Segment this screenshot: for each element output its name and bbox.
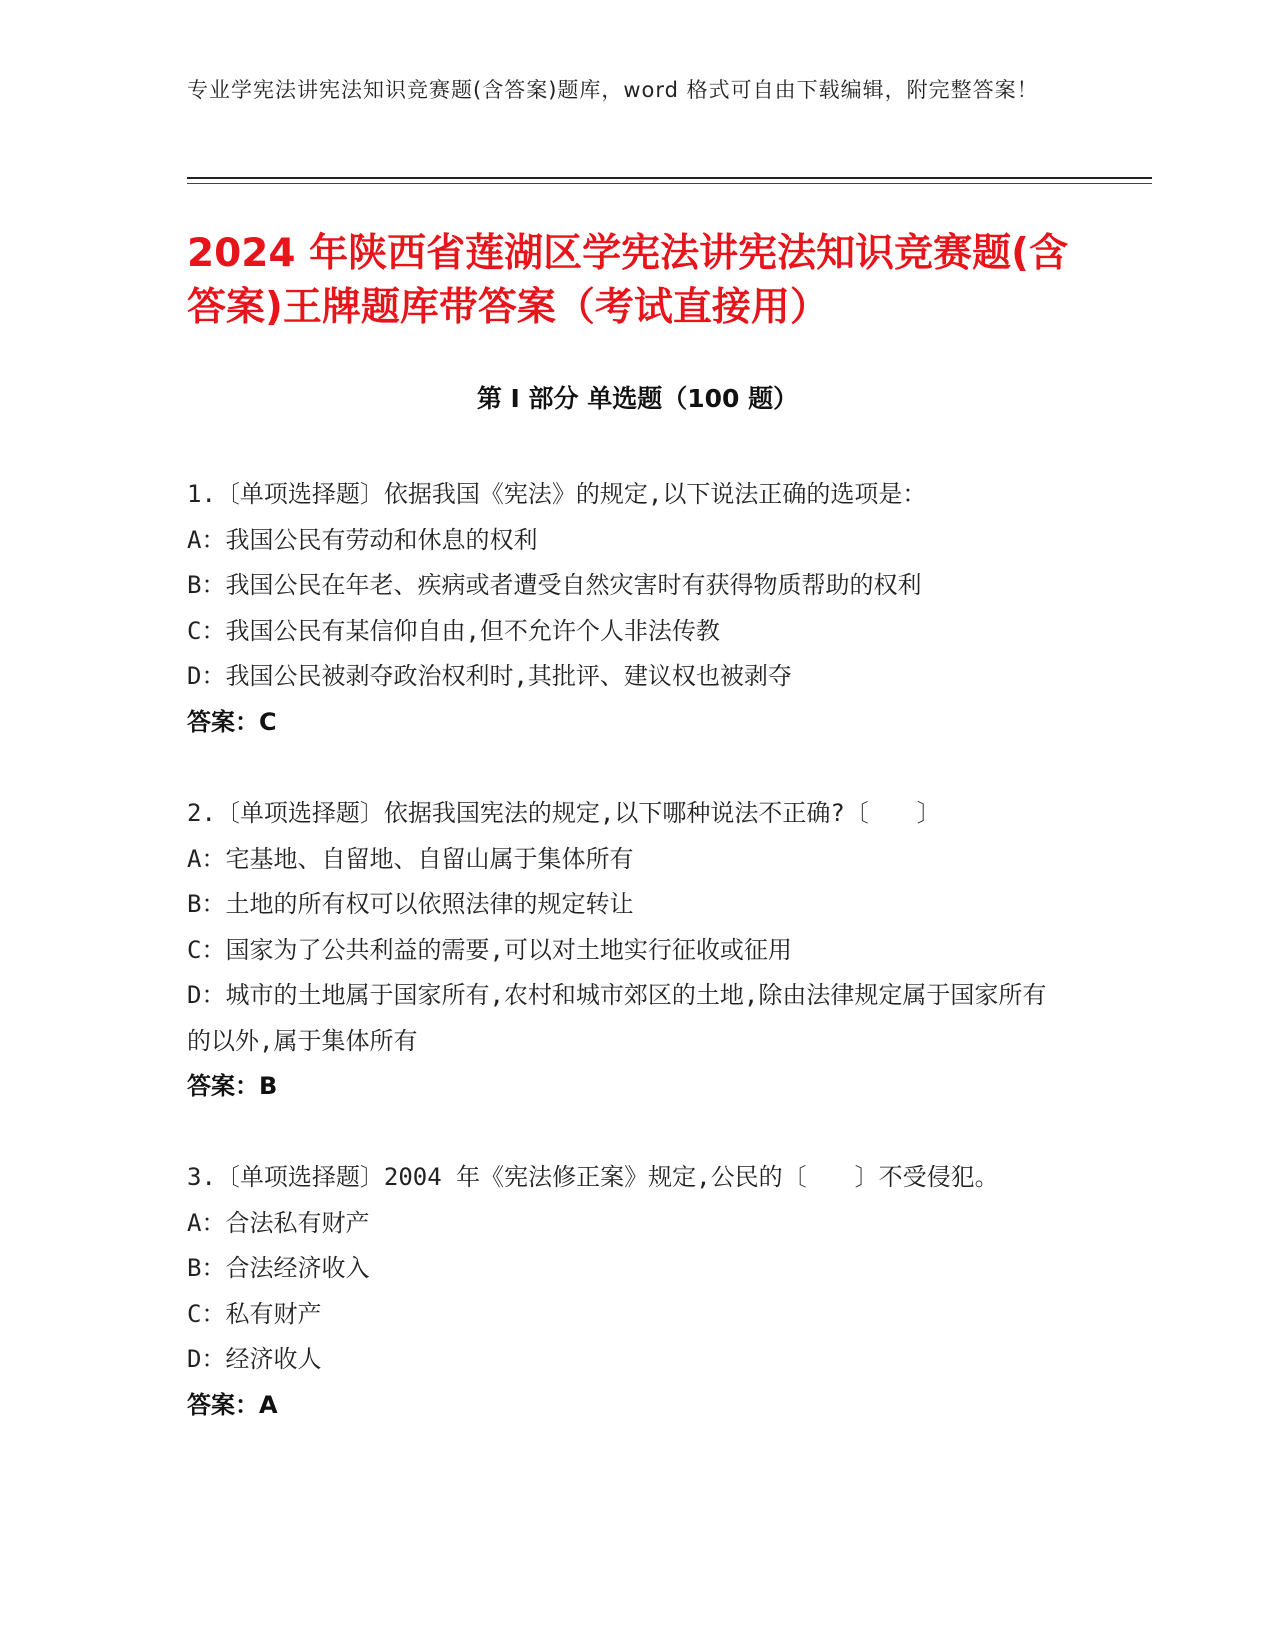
answer: 答案：B <box>187 1072 278 1100</box>
question-stem: 2.〔单项选择题〕依据我国宪法的规定,以下哪种说法不正确?〔 〕 <box>187 799 941 827</box>
option-d: D：城市的土地属于国家所有,农村和城市郊区的土地,除由法律规定属于国家所有的以外,属于集体所有 <box>187 981 1047 1055</box>
option-b: B：合法经济收入 <box>187 1254 370 1282</box>
option-d: D：经济收人 <box>187 1345 322 1373</box>
option-d: D：我国公民被剥夺政治权利时,其批评、建议权也被剥夺 <box>187 662 792 690</box>
question-stem: 3.〔单项选择题〕2004 年《宪法修正案》规定,公民的〔 〕不受侵犯。 <box>187 1163 999 1191</box>
document-title: 2024 年陕西省莲湖区学宪法讲宪法知识竞赛题(含答案)王牌题库带答案（考试直接用） <box>187 231 1068 330</box>
option-b: B：我国公民在年老、疾病或者遭受自然灾害时有获得物质帮助的权利 <box>187 571 922 599</box>
option-b: B：土地的所有权可以依照法律的规定转让 <box>187 890 634 918</box>
option-c: C：我国公民有某信仰自由,但不允许个人非法传教 <box>187 616 720 645</box>
answer: 答案：C <box>187 707 277 736</box>
question-2 <box>187 791 1067 1110</box>
header-divider-thin <box>187 183 1152 184</box>
option-a: A：我国公民有劳动和休息的权利 <box>187 525 538 554</box>
option-a: A：宅基地、自留地、自留山属于集体所有 <box>187 844 634 873</box>
question-3 <box>187 1155 1067 1428</box>
question-1 <box>187 472 1067 745</box>
header-note: 专业学宪法讲宪法知识竞赛题(含答案)题库，word 格式可自由下载编辑，附完整答案！ <box>187 78 1039 102</box>
header-divider-thick <box>187 177 1152 179</box>
option-c: C：国家为了公共利益的需要,可以对土地实行征收或征用 <box>187 935 792 964</box>
section-title: 第 I 部分 单选题（100 题） <box>476 384 799 413</box>
option-a: A：合法私有财产 <box>187 1208 370 1237</box>
question-stem: 1.〔单项选择题〕依据我国《宪法》的规定,以下说法正确的选项是： <box>187 480 927 508</box>
answer: 答案：A <box>187 1390 278 1419</box>
option-c: C：私有财产 <box>187 1299 322 1328</box>
